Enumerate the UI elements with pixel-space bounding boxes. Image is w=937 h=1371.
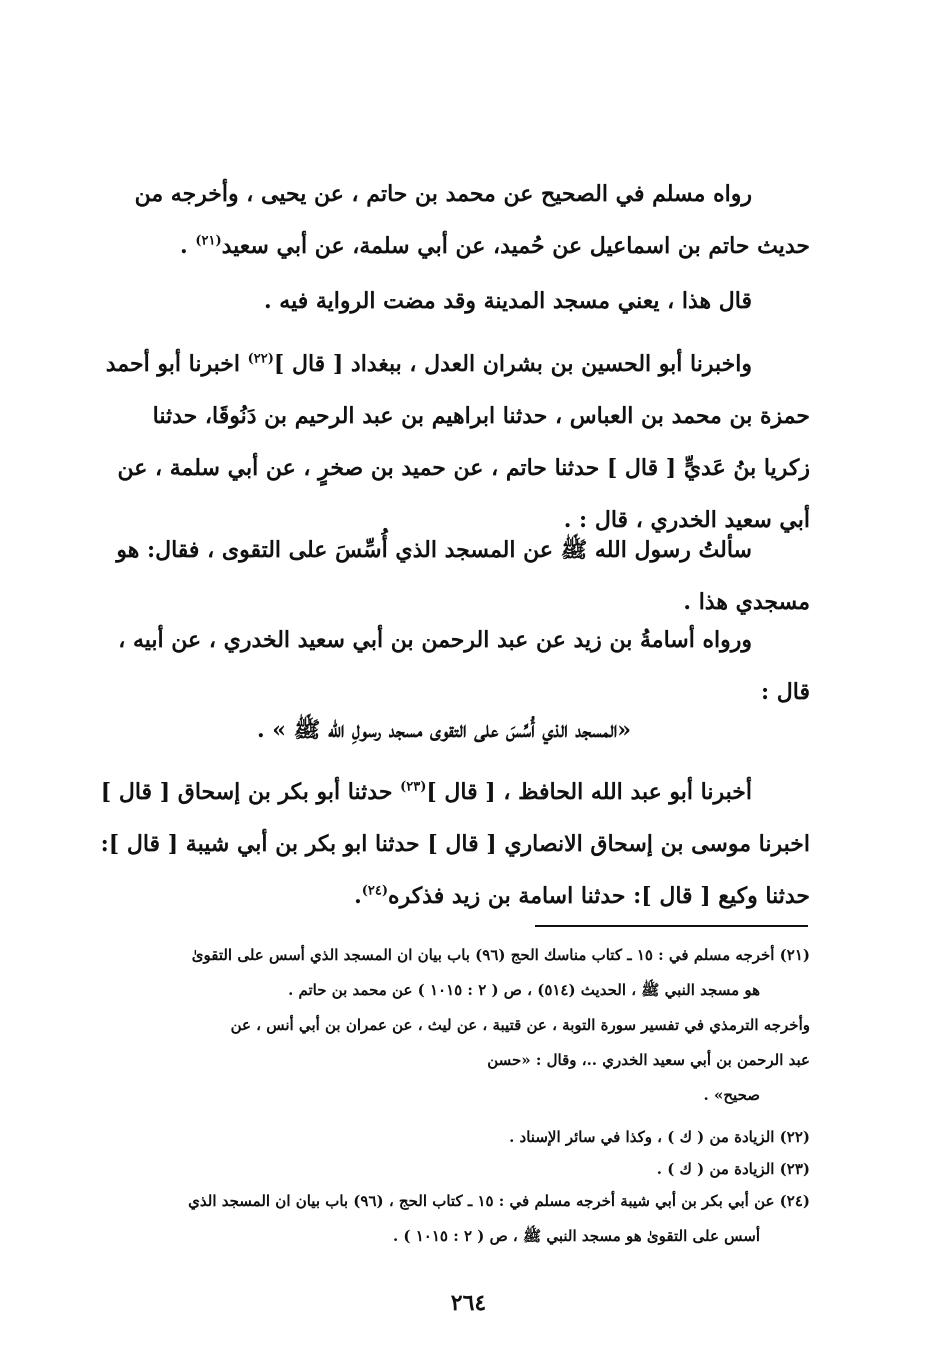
quoted-hadith-text: «المسجد الذي أُسِّسَ على التقوى مسجد رسولِ الله ﷺ » .	[256, 717, 631, 743]
paragraph-4-line-1: سألتُ رسول الله ﷺ عن المسجد الذي أُسِّسَ على التقوى ، فقال: هو	[116, 537, 752, 563]
footnote-separator	[535, 925, 808, 927]
paragraph-4-line-2: مسجدي هذا .	[683, 589, 810, 615]
paragraph-3-line-1a: واخبرنا أبو الحسين بن بشران العدل ، ببغداد [ قال ]	[273, 351, 752, 377]
footnote-ref-22[interactable]: (٢٢)	[247, 351, 274, 367]
paragraph-7-line-1a: أخبرنا أبو عبد الله الحافظ ، [ قال ]	[426, 779, 752, 805]
paragraph-7	[78, 766, 810, 922]
paragraph-2-text: قال هذا ، يعني مسجد المدينة وقد مضت الرواية فيه .	[263, 288, 752, 314]
paragraph-1	[78, 168, 810, 272]
paragraph-3-line-3: زكريا بنُ عَديٍّ [ قال ] حدثنا حاتم ، عن حميد بن صخرٍ ، عن أبي سلمة ، عن	[117, 455, 810, 481]
paragraph-7-line-2: اخبرنا موسى بن إسحاق الانصاري [ قال ] حدثنا ابو بكر بن أبي شيبة [ قال ]:	[100, 831, 810, 857]
paragraph-1-end: .	[179, 233, 196, 259]
paragraph-5-line-2: قال :	[761, 679, 810, 705]
paragraph-7-end: .	[354, 883, 362, 909]
footnote-21-line-1: (٢١) أخرجه مسلم في : ١٥ ـ كتاب مناسك الحج (٩٦) باب بيان ان المسجد الذي أسس على التقوىٰ	[191, 946, 810, 964]
footnote-22	[78, 1120, 810, 1155]
page-number: ٢٦٤	[450, 1290, 487, 1316]
footnote-21b-line-3: صحيح» .	[703, 1086, 760, 1104]
footnote-ref-24[interactable]: (٢٤)	[361, 883, 389, 899]
footnote-21-line-2: هو مسجد النبي ﷺ ، الحديث (٥١٤) ، ص ( ٢ : ١٠١٥ ) عن محمد بن حاتم .	[288, 981, 760, 999]
paragraph-4	[78, 524, 810, 628]
paragraph-1-line-2: حديث حاتم بن اسماعيل عن حُميد، عن أبي سلمة، عن أبي سعيد	[221, 233, 810, 259]
paragraph-3	[78, 338, 810, 546]
footnote-22-line-1: (٢٢) الزيادة من ( ك ) ، وكذا في سائر الإسناد .	[509, 1128, 810, 1146]
quoted-hadith	[78, 704, 810, 756]
paragraph-3-line-4: أبي سعيد الخدري ، قال : .	[563, 507, 810, 533]
paragraph-5	[78, 614, 810, 718]
footnote-23	[78, 1152, 810, 1187]
footnote-21b-line-1: وأخرجه الترمذي في تفسير سورة التوبة ، عن قتيبة ، عن ليث ، عن عمران بن أبي أنس ، عن	[230, 1016, 810, 1034]
footnote-24-line-1: (٢٤) عن أبي بكر بن أبي شيبة أخرجه مسلم في : ١٥ ـ كتاب الحج ، (٩٦) باب بيان ان المسجد الذي	[188, 1192, 810, 1210]
footnote-24	[78, 1184, 810, 1254]
paragraph-5-line-1: ورواه أسامةُ بن زيد عن عبد الرحمن بن أبي سعيد الخدري ، عن أبيه ،	[118, 627, 752, 653]
footnote-21-continued	[78, 1008, 810, 1113]
footnote-23-line-1: (٢٣) الزيادة من ( ك ) .	[656, 1160, 810, 1178]
paragraph-3-line-1b: اخبرنا أبو أحمد	[105, 351, 248, 377]
paragraph-7-line-3: حدثنا وكيع [ قال ]: حدثنا اسامة بن زيد فذكره	[388, 883, 810, 909]
paragraph-1-line-1: رواه مسلم في الصحيح عن محمد بن حاتم ، عن يحيى ، وأخرجه من	[134, 181, 752, 207]
paragraph-7-line-1b: حدثنا أبو بكر بن إسحاق [ قال ]	[100, 779, 401, 805]
paragraph-2	[78, 275, 810, 327]
footnote-24-line-2: أسس على التقوىٰ هو مسجد النبي ﷺ ، ص ( ٢ : ١٠١٥ ) .	[392, 1227, 760, 1245]
footnote-ref-23[interactable]: (٢٣)	[400, 779, 427, 795]
footnote-21b-line-2: عبد الرحمن بن أبي سعيد الخدري ..، وقال : «حسن	[487, 1051, 810, 1069]
footnote-21	[78, 938, 810, 1008]
footnote-ref-21[interactable]: (٢١)	[195, 233, 222, 249]
paragraph-3-line-2: حمزة بن محمد بن العباس ، حدثنا ابراهيم بن عبد الرحيم بن دَنُوقَا، حدثنا	[152, 403, 810, 429]
